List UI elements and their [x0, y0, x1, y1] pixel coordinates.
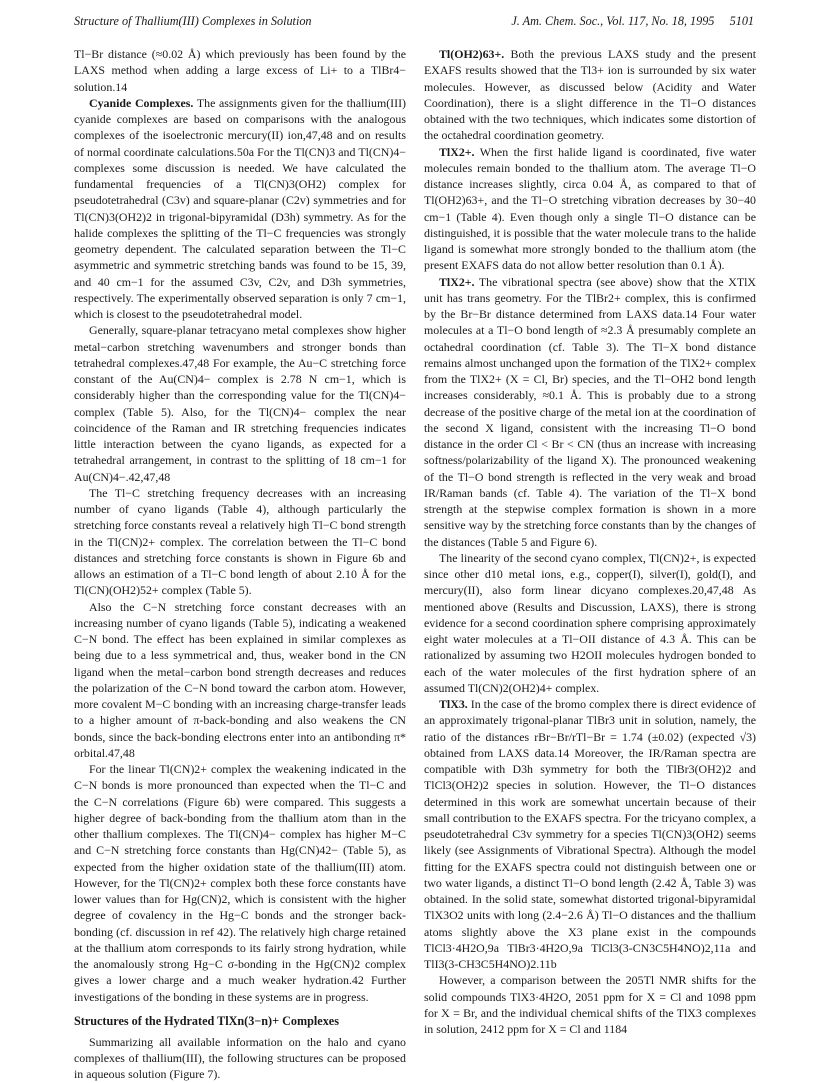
paragraph-tl-c-stretching: The Tl−C stretching frequency decreases with an increasing number of cyano ligands (Table 4), although particularly the stretching force constants reveal a relatively high Tl−C bond strength in the Tl(CN)2+ complex. The correlation between the Tl−C bond distances and stretching force constants is shown in Figure 6b and allows an estimation of a Tl−C bond length of about 2.10 Å for the Tl(CN)(OH2)52+ complex (Table 5).: [74, 485, 406, 598]
subheading-trihalide: TlX3.: [439, 697, 468, 711]
paragraph-dicyano-linearity: The linearity of the second cyano complex, Tl(CN)2+, is expected since other d10 metal ions, e.g., copper(I), silver(I), gold(I), and mercury(II), also form linear dicyano complexes.20,47,48 As mentioned above (Results and Discussion, LAXS), there is strong evidence for a second coordination sphere comprising approximately eight water molecules at a Tl−OII distance of 4.3 Å. This can be rationalized by assuming two H2OII molecules hydrogen bonded to each of the water molecules of the first hydration sphere of an assumed Tl(CN)2(OH2)4+ complex.: [424, 550, 756, 695]
paragraph-dihalide: [424, 274, 756, 550]
paragraph-linear-complex: For the linear Tl(CN)2+ complex the weakening indicated in the C−N bonds is more pronounced than expected when the Tl−C and the C−N correlations (Figure 6b) were compared. This suggests a higher degree of back-bonding from the thallium atom than in the other thallium complexes. The Tl(CN)4− complex has higher M−C and C−N stretching force constants than Hg(CN)42− (Table 5), as expected from the higher oxidation state of the thallium(III) atom. However, for the Tl(CN)2+ complex both these force constants have lower values than for Hg(CN)2, which is consistent with the higher degree of covalency in the Hg−C bonds and the stronger back-bonding (cf. discussion in ref 42). The relatively high charge retained at the thallium atom corresponds to its fairly strong hydration, while the anomalously strong Hg−C σ-bonding in the Hg(CN)2 complex gives a lower charge and a much weaker hydration.42 Further investigations of the bonding in these systems are in progress.: [74, 762, 406, 1004]
subheading-cyanide-complexes: Cyanide Complexes.: [89, 95, 194, 110]
paragraph-continuation: Tl−Br distance (≈0.02 Å) which previously has been found by the LAXS method when adding a large excess of Li+ to a TlBr4− solution.14: [74, 47, 406, 94]
running-header: [74, 14, 754, 32]
paragraph-square-planar: Generally, square-planar tetracyano metal complexes show higher metal−carbon stretching wavenumbers and stronger bonds than tetrahedral complexes.47,48 For example, the Au−C stretching force constant of the Au(CN)4− complex is 2.78 N cm−1, which is considerably higher than the corresponding value for the Tl(CN)4− complex (Table 5). Also, for the Tl(CN)4− complex the near coincidence of the Raman and IR stretching frequencies indicates little interaction between the cyano ligands, as expected for a tetrahedral arrangement, in contrast to the splitting of 18 cm−1 for Au(CN)4−.42,47,48: [74, 323, 406, 484]
journal-reference: J. Am. Chem. Soc., Vol. 117, No. 18, 1995: [511, 14, 715, 28]
paragraph-hexaaqua: [424, 46, 756, 144]
paragraph-body: The assignments given for the thallium(III) cyanide complexes are based on comparisons with the analogous complexes of the isoelectronic mercury(II) ion,47,48 and on results of normal coordinate calculations.50a For the Tl(CN)3 and Tl(CN)4− complexes some discussion is needed. We have calculated the fundamental frequencies of a Tl(CN)3(OH2) complex for pseudotetrahedral (C3v) and square-planar (C2v) symmetries and for Tl(CN)3(OH2)2 in trigonal-bipyramidal (D3h) symmetry. As for the halide complexes the splitting of the Tl−C frequencies was strongly geometry dependent. The calculated separation between the Tl−C asymmetric and symmetric stretching bands was found to be 15, 39, and 40 cm−1 for the assumed C3v, C2v, and D3h symmetries, respectively. The experimentally observed separation is only 7 cm−1, which is closest to the pseudotetrahedral model.: [74, 95, 407, 321]
page-number: 5101: [729, 14, 754, 28]
paragraph-body: Both the previous LAXS study and the present EXAFS results showed that the Tl3+ ion is surrounded by six water molecules. However, as discussed below (Acidity and Water Coordination), there is a slight difference in the Tl−O distances obtained with the two techniques, which indicates some distortion of the octahedral coordination geometry.: [424, 47, 756, 143]
paragraph-body: When the first halide ligand is coordinated, five water molecules remain bonded to the thallium atom. The average Tl−O distance increases slightly, circa 0.04 Å, as compared to that of Tl(OH2)63+, and the Tl−O stretching vibration decreases by 30−40 cm−1 (Table 4). Even though only a single Tl−O distance can be distinguished, it is possible that the water molecule trans to the halide ligand is somewhat more strongly bonded to the thallium atom (the present EXAFS data do not allow better resolution than 0.1 Å).: [424, 144, 756, 273]
paragraph-body: The vibrational spectra (see above) show that the XTlX unit has trans geometry. For the TlBr2+ complex, this is confirmed by the Br−Br distance determined from LAXS data.14 Four water molecules at a Tl−O bond length of ≈2.3 Å presumably complete an octahedral coordination (cf. Table 3). The Tl−X bond distance remains almost unchanged upon the formation of the TlX2+ complex from the TlX2+ (X = Cl, Br) species, and the Tl−OH2 bond length increases considerably, ≈0.1 Å. This is probably due to a strong decrease of the positive charge of the metal ion at the coordination of the second X ligand, consistent with the increasing Tl−O bond distance in the order Cl < Br < CN (thus an increase with increasing softness/polarizability of the ligand X). The pronounced weakening of the Tl−O bond strength is reflected in the very weak and broad IR/Raman bands (cf. Table 4). The variation of the Tl−X bond strength at the stepwise complex formation is shown in a more sensitive way by the stretching force constants than by the changes of the distances (Table 5 and Figure 6).: [424, 274, 756, 549]
paragraph-trihalide: [424, 696, 756, 972]
paragraph-c-n-force-constant: Also the C−N stretching force constant decreases with an increasing number of cyano ligands (Table 5), indicating a weakened C−N bond. The effect has been explained in similar complexes as being due to a less symmetrical and, thus, weaker bond in the CN ligand when the metal−carbon bond strength decreases and reduces the polarization of the C−N bond toward the carbon atom. However, more covalent M−C bonding with an increasing charge-transfer leads to a higher amount of π-back-bonding and also weakens the CN bonds, since the back-bonding electrons enter into an antibonding π* orbital.47,48: [74, 599, 406, 760]
section-heading: Structures of the Hydrated TlXn(3−n)+ Complexes: [74, 1013, 339, 1028]
paragraph-nmr-comparison: However, a comparison between the 205Tl NMR shifts for the solid compounds TlX3·4H2O, 2051 ppm for X = Cl and 1098 ppm for X = Br, and the individual chemical shifts of the TlX3 complexes in solution, 2412 ppm for X = Cl and 1184: [424, 973, 756, 1036]
paragraph-summary: Summarizing all available information on the halo and cyano complexes of thallium(III), the following structures can be proposed in aqueous solution (Figure 7).: [74, 1034, 406, 1082]
journal-citation: [511, 14, 754, 29]
right-column: [424, 46, 756, 1037]
left-column: [74, 46, 406, 1083]
paragraph-cyanide-complexes: [74, 95, 406, 323]
subheading-monohalide: TlX2+.: [439, 144, 475, 159]
running-title: Structure of Thallium(III) Complexes in Solution: [74, 14, 312, 28]
paragraph-body: In the case of the bromo complex there is direct evidence of an approximately trigonal-planar TlBr3 unit in solution, namely, the ratio of the distances rBr−Br/rTl−Br = 1.74 (±0.02) (expected √3) obtained from LAXS data.14 Moreover, the IR/Raman spectra are compatible with D3h symmetry for both the TlBr3(OH2)2 and TlCl3(OH2)2 species in solution. However, the Tl−O distances determined in this work are somewhat uncertain because of their small contribution to the EXAFS spectra. For the tricyano complex, a pseudotetrahedral C3v symmetry for a species Tl(CN)3(OH2) seems likely (see Assignments of Vibrational Spectra). Although the model fitting for the EXAFS spectra could not distinguish between one or two water ligands, a distinct Tl−O bond length (2.42 Å, Table 3) was obtained. In the solid state, somewhat distorted trigonal-bipyramidal TlX3O2 units with long (2.4−2.6 Å) Tl−O distances and the thallium atoms slightly above the X3 plane exist in the compounds TlCl3·4H2O,9a TlBr3·4H2O,9a TlCl3(3-CN3C5H4NO)2,11a and TlI3(3-CH3C5H4NO)2.11b: [424, 697, 756, 971]
subheading-hexaaqua: Tl(OH2)63+.: [439, 47, 505, 61]
subheading-dihalide: TlX2+.: [439, 274, 475, 289]
paragraph-monohalide: [424, 144, 756, 274]
